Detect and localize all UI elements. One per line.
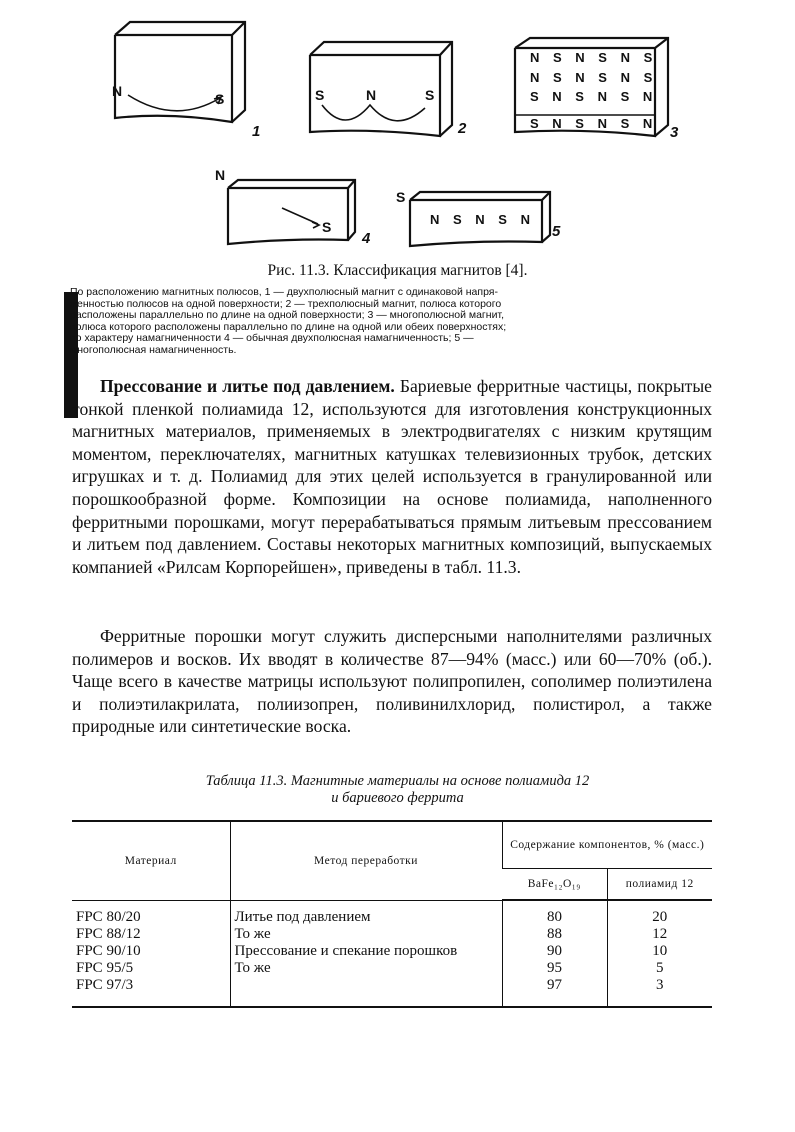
header-ba: BaFe₁₂O₁₉ bbox=[502, 869, 607, 901]
m3-row-4: S N S N S N bbox=[530, 116, 658, 131]
cell-pa: 5 bbox=[607, 960, 712, 977]
cell-ba: 97 bbox=[502, 977, 607, 1007]
m3-row-3: S N S N S N bbox=[530, 89, 658, 104]
figure-caption: Рис. 11.3. Классификация магнитов [4]. bbox=[267, 262, 528, 279]
m2-s1-label: S bbox=[315, 87, 325, 103]
paragraph-heading: Прессование и литье под давлением. bbox=[100, 376, 395, 396]
m3-row-1: N S N S N S bbox=[530, 50, 658, 65]
cell-material: FPC 90/10 bbox=[76, 943, 141, 959]
m3-row-2: N S N S N S bbox=[530, 70, 658, 85]
m2-n-label: N bbox=[366, 87, 377, 103]
header-method: Метод переработки bbox=[230, 821, 502, 900]
cell-pa: 10 bbox=[607, 943, 712, 960]
cell-ba: 95 bbox=[502, 960, 607, 977]
table-caption bbox=[0, 773, 795, 807]
magnet-1 bbox=[115, 22, 245, 122]
m2-s2-label: S bbox=[425, 87, 435, 103]
cell-pa: 12 bbox=[607, 926, 712, 943]
table-row bbox=[72, 960, 712, 977]
m4-n-label: N bbox=[215, 167, 226, 183]
table-row bbox=[72, 977, 712, 1007]
table-row bbox=[72, 900, 712, 926]
cell-material: FPC 97/3 bbox=[72, 977, 230, 1007]
legend-line: женностью полюсов на одной поверхности; 2 — трехполюсный магнит, полюса которого bbox=[70, 297, 502, 310]
figure-legend bbox=[70, 287, 720, 357]
magnet-4 bbox=[228, 180, 355, 244]
cell-pa: 20 bbox=[607, 900, 712, 926]
legend-line: полюса которого расположены параллельно по длине на одной или обеих поверхностях; bbox=[70, 320, 507, 333]
legend-line: По расположению магнитных полюсов, 1 — двухполюсный магнит с одинаковой напря- bbox=[70, 286, 498, 298]
m5-s-label: S bbox=[396, 189, 406, 205]
m3-number: 3 bbox=[670, 124, 679, 141]
table-caption-line-2: и бариевого феррита bbox=[331, 790, 464, 806]
cell-material: FPC 95/5 bbox=[76, 960, 134, 976]
table-row bbox=[72, 943, 712, 960]
cell-method: Прессование и спекание порошков bbox=[230, 943, 502, 960]
cell-method: Литье под давлением bbox=[230, 900, 502, 926]
cell-method: То же bbox=[230, 926, 502, 943]
cell-material: FPC 88/12 bbox=[76, 926, 141, 942]
header-material: Материал bbox=[72, 821, 230, 900]
m1-number: 1 bbox=[252, 123, 261, 140]
legend-line: расположены параллельно по длине на одной поверхности; 3 — многополюсной магнит, bbox=[70, 309, 504, 322]
m4-number: 4 bbox=[362, 230, 371, 247]
cell-material: FPC 80/20 bbox=[76, 908, 141, 925]
cell-ba: 80 bbox=[502, 900, 607, 926]
m4-s-label: S bbox=[322, 219, 332, 235]
cell-ba: 90 bbox=[502, 943, 607, 960]
cell-ba: 88 bbox=[502, 926, 607, 943]
m1-n-label: N bbox=[112, 83, 123, 99]
header-pa: полиамид 12 bbox=[607, 869, 712, 901]
cell-pa: 3 bbox=[607, 977, 712, 1007]
table-row bbox=[72, 926, 712, 943]
paragraph-ferrite: Ферритные порошки могут служить дисперсными наполнителями различных полимеров и восков. Их вводят в количестве 87—94% (масс.) или 60—70% (об.). Чаще всего в качестве матрицы используют полипропилен, сополимер полиэтилена и полиэтилакрилата, полиизопрен, поливинилхлорид, полистирол, а также природные или синтетические воска. bbox=[72, 626, 712, 737]
magnet-classification-figure bbox=[0, 0, 795, 260]
cell-method bbox=[230, 977, 502, 1007]
m5-row: N S N S N bbox=[430, 212, 535, 227]
m5-number: 5 bbox=[552, 223, 561, 240]
materials-table bbox=[72, 820, 712, 1008]
paragraph-text: Бариевые ферритные частицы, покрытые тонкой пленкой полиамида 12, используются для изготовления конструкционных магнитных материалов, применяемых в электродвигателях с низким крутящим моментом, переключателях, магнитных катушках телевизионных трубок, детских игрушках и т. д. Полиамид для этих целей используется в гранулированной или порошкообразной форме. Композиции на основе полиамида, наполненного ферритными порошками, могут перерабатываться прямым литьевым прессованием и литьем под давлением. Составы некоторых магнитных композиций, выпускаемых компанией «Рилсам Корпорейшен», приведены в табл. 11.3. bbox=[72, 376, 712, 577]
header-content: Содержание компонентов, % (масс.) bbox=[502, 821, 712, 869]
cell-method: То же bbox=[230, 960, 502, 977]
legend-line: по характеру намагниченности 4 — обычная двухполюсная намагниченность; 5 — bbox=[70, 332, 474, 345]
m2-number: 2 bbox=[458, 120, 467, 137]
paragraph-pressing bbox=[72, 375, 712, 578]
table-caption-line-1: Таблица 11.3. Магнитные материалы на основе полиамида 12 bbox=[205, 773, 590, 789]
m1-s-label: S bbox=[215, 91, 225, 107]
legend-line: многополюсная намагниченность. bbox=[70, 343, 237, 356]
